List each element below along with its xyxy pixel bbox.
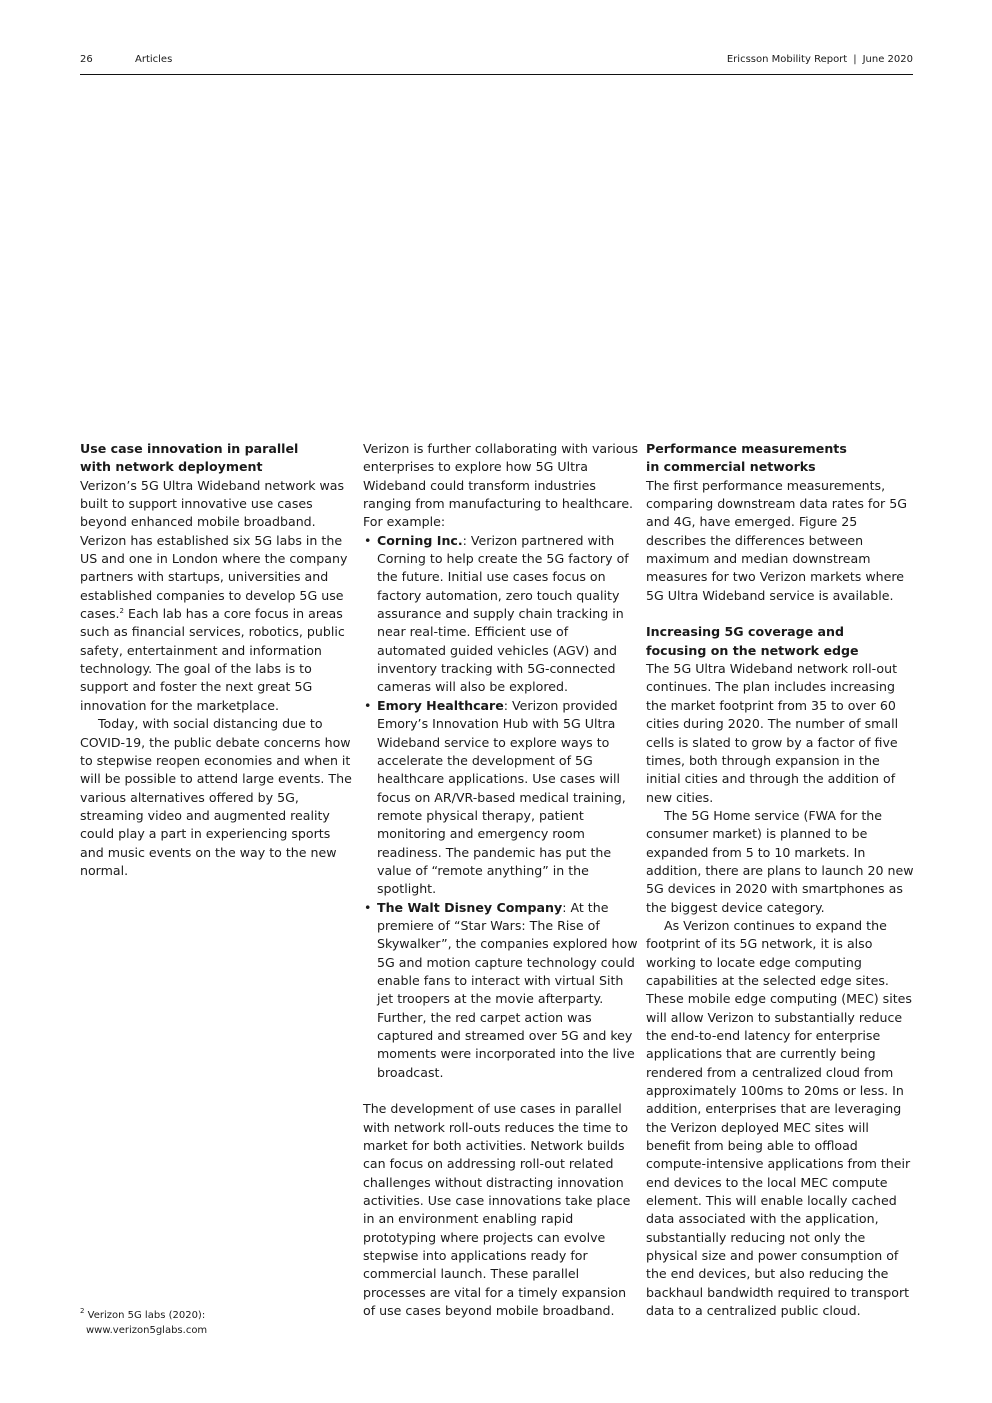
body-paragraph: The 5G Home service (FWA for the consumer market) is planned to be expanded from 5 to 10 markets. In addition, there are plans to launch 20 new 5G devices in 2020 with smartphones as the biggest device category. xyxy=(646,807,914,915)
list-item: • Corning Inc.: Verizon partnered with Corning to help create the 5G factory of the future. Initial use cases focus on factory automation, zero touch quality assurance and supply chain tracking in near real-time. Efficient use of automated guided vehicles (AGV) and inventory tracking with 5G-connected cameras will also be explored. xyxy=(364,532,629,695)
list-item: • The Walt Disney Company: At the premiere of “Star Wars: The Rise of Skywalker”, the companies explored how 5G and motion capture technology could enable fans to interact with virtual Sith jet troopers at the movie afterparty. Further, the red carpet action was captured and streamed over 5G and key moments were incorporated into the live broadcast. xyxy=(364,899,638,1080)
section-label: Articles xyxy=(135,54,173,65)
publication-date: June 2020 xyxy=(862,54,913,65)
publication-info xyxy=(727,54,913,65)
column-2 xyxy=(363,440,639,1321)
footnote-marker: 2 xyxy=(80,1307,85,1315)
example-list xyxy=(363,532,639,1082)
section-heading: Performance measurements in commercial networks xyxy=(646,441,847,475)
separator: | xyxy=(853,54,857,65)
page-number: 26 xyxy=(80,54,93,65)
footnote-url[interactable]: www.verizon5glabs.com xyxy=(86,1325,208,1336)
body-paragraph: The development of use cases in parallel with network roll-outs reduces the time to market for both activities. Network builds can focus on addressing roll-out related challenges without distracting innovation activities. Use case innovations take place in an environment enabling rapid prototyping where projects can evolve stepwise into applications ready for commercial launch. These parallel processes are vital for a timely expansion of use cases beyond mobile broadband. xyxy=(363,1101,631,1319)
bullet-icon: • xyxy=(364,532,372,548)
section-heading: Use case innovation in parallel with network deployment xyxy=(80,441,299,475)
body-paragraph: Verizon is further collaborating with various enterprises to explore how 5G Ultra Wideband could transform industries ranging from manufacturing to healthcare. For example: xyxy=(363,441,639,530)
header-rule xyxy=(80,74,913,75)
list-item: • Emory Healthcare: Verizon provided Emory’s Innovation Hub with 5G Ultra Wideband service to explore ways to accelerate the development of 5G healthcare applications. Use cases will focus on AR/VR-based medical training, remote physical therapy, patient monitoring and emergency room readiness. The pandemic has put the value of “remote anything” in the spotlight. xyxy=(364,697,626,897)
bullet-icon: • xyxy=(364,697,372,713)
section-heading: Increasing 5G coverage and focusing on the network edge xyxy=(646,624,859,658)
body-paragraph: As Verizon continues to expand the footprint of its 5G network, it is also working to locate edge computing capabilities at the selected edge sites. These mobile edge computing (MEC) sites will allow Verizon to substantially reduce the end-to-end latency for enterprise applications that are currently being rendered from a centralized cloud from approximately 100ms to 20ms or less. In addition, enterprises that are leveraging the Verizon deployed MEC sites will benefit from being able to offload compute-intensive applications from their end devices to the local MEC compute element. This will enable locally cached data associated with the application, substantially reducing not only the physical size and power consumption of the end devices, but also reducing the backhaul bandwidth required to transport data to a centralized public cloud. xyxy=(646,917,912,1319)
column-3 xyxy=(646,440,916,1321)
body-paragraph: Verizon’s 5G Ultra Wideband network was built to support innovative use cases beyond enhanced mobile broadband. Verizon has established six 5G labs in the US and one in London where the company partners with startups, universities and established companies to develop 5G use cases.$^2$ Each lab has a core focus in areas such as financial services, robotics, public safety, entertainment and information technology. The goal of the labs is to support and foster the next great 5G innovation for the marketplace. xyxy=(80,477,348,713)
body-paragraph: The 5G Ultra Wideband network roll-out continues. The plan includes increasing the market footprint from 35 to over 60 cities during 2020. The number of small cells is slated to grow by a factor of five times, both through expansion in the initial cities and through the addition of new cities. xyxy=(646,661,899,805)
footnote-text: Verizon 5G labs (2020): xyxy=(87,1310,206,1321)
footnote xyxy=(80,1308,207,1338)
body-paragraph: The first performance measurements, comparing downstream data rates for 5G and 4G, have emerged. Figure 25 describes the differences between maximum and median downstream measures for two Verizon markets where 5G Ultra Wideband service is available. xyxy=(646,477,907,603)
publication-title: Ericsson Mobility Report xyxy=(726,54,848,65)
body-paragraph: Today, with social distancing due to COVID-19, the public debate concerns how to stepwise reopen economies and when it will be possible to attend large events. The various alternatives offered by 5G, streaming video and augmented reality could play a part in experiencing sports and music events on the way to the new normal. xyxy=(80,716,352,878)
bullet-icon: • xyxy=(364,899,372,915)
column-1 xyxy=(80,440,356,880)
page-header xyxy=(80,52,913,72)
footnote-reference: 2 xyxy=(119,607,124,616)
